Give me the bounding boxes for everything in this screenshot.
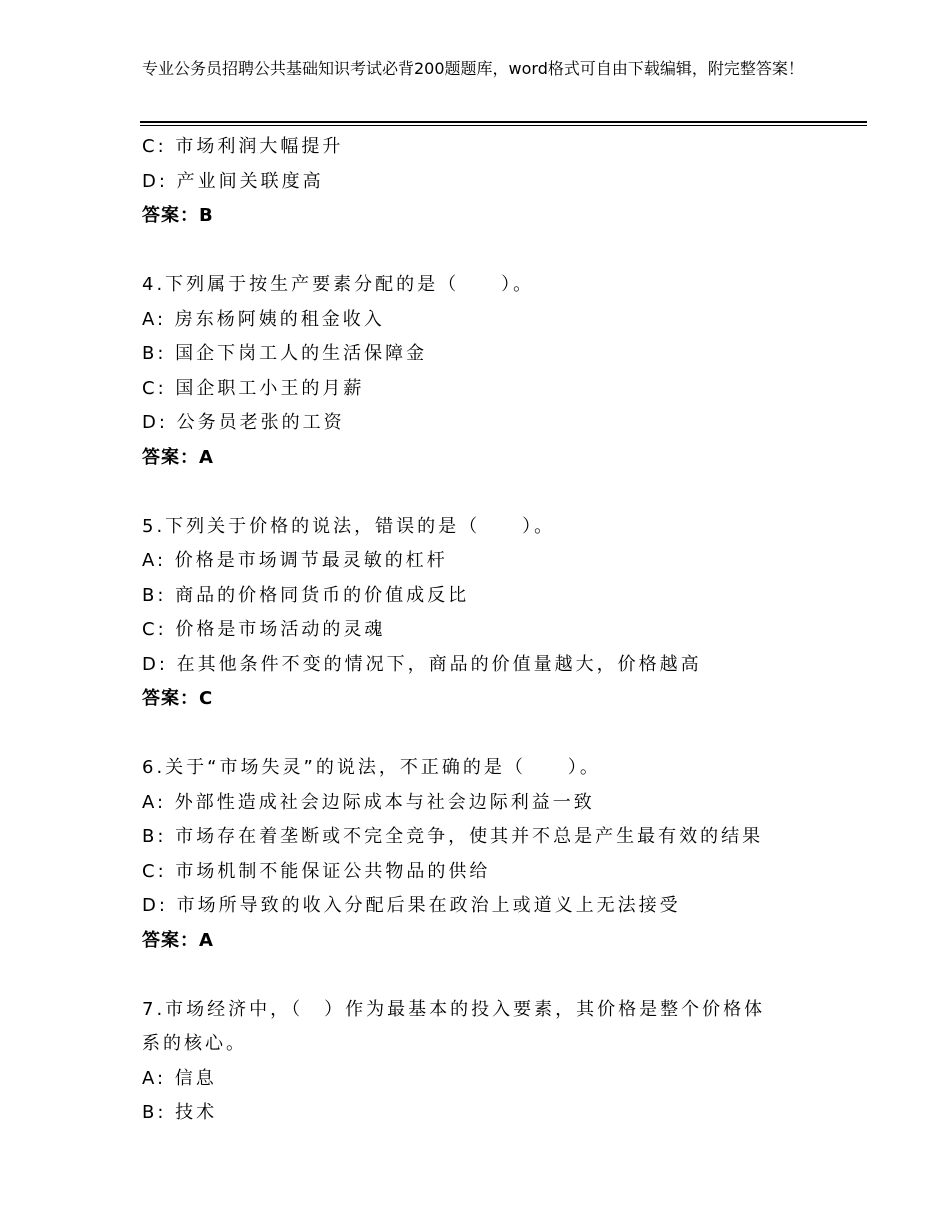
option-c: C: 价格是市场活动的灵魂	[142, 619, 386, 640]
question-block-6	[142, 751, 842, 958]
answer-label: 答案：C	[142, 688, 214, 709]
answer-label: 答案：A	[142, 446, 214, 468]
option-c: C: 市场机制不能保证公共物品的供给	[142, 860, 491, 882]
question-list	[142, 130, 842, 1131]
option-d: D: 在其他条件不变的情况下，商品的价值量越大，价格越高	[142, 653, 702, 675]
option-b: B: 市场存在着垄断或不完全竞争，使其并不总是产生最有效的结果	[142, 826, 764, 847]
option-a: A: 价格是市场调节最灵敏的杠杆	[142, 550, 448, 571]
answer-label: 答案：B	[142, 205, 214, 226]
header-rule-thick	[140, 121, 867, 123]
question-text: 6.关于“市场失灵”的说法，不正确的是（ ）。	[142, 757, 601, 778]
question-text: 5.下列关于价格的说法，错误的是（ ）。	[142, 515, 556, 537]
option-c: C: 市场利润大幅提升	[142, 136, 344, 157]
question-text: 4.下列属于按生产要素分配的是（ ）。	[142, 274, 535, 295]
question-block-4	[142, 268, 842, 475]
header-rule-thin	[140, 125, 867, 126]
option-b: B: 技术	[142, 1102, 218, 1123]
option-a: A: 外部性造成社会边际成本与社会边际利益一致	[142, 791, 595, 813]
option-d: D: 市场所导致的收入分配后果在政治上或道义上无法接受	[142, 895, 681, 916]
option-d: D: 公务员老张的工资	[142, 412, 345, 433]
option-a: A: 房东杨阿姨的租金收入	[142, 308, 385, 330]
header-text: 专业公务员招聘公共基础知识考试必背200题题库，word格式可自由下载编辑，附完整答案！	[142, 59, 804, 78]
question-block-5	[142, 510, 842, 717]
question-text-line-1: 7.市场经济中，（ ）作为最基本的投入要素，其价格是整个价格体	[142, 998, 766, 1020]
option-a: A: 信息	[142, 1067, 217, 1089]
option-d: D: 产业间关联度高	[142, 170, 324, 192]
document-header	[142, 58, 842, 80]
question-block-3	[142, 130, 842, 234]
question-text-line-2: 系的核心。	[142, 1033, 247, 1054]
option-c: C: 国企职工小王的月薪	[142, 377, 365, 399]
option-b: B: 商品的价格同货币的价值成反比	[142, 584, 470, 606]
question-block-7	[142, 993, 842, 1131]
answer-label: 答案：A	[142, 929, 214, 951]
option-b: B: 国企下岗工人的生活保障金	[142, 343, 428, 364]
